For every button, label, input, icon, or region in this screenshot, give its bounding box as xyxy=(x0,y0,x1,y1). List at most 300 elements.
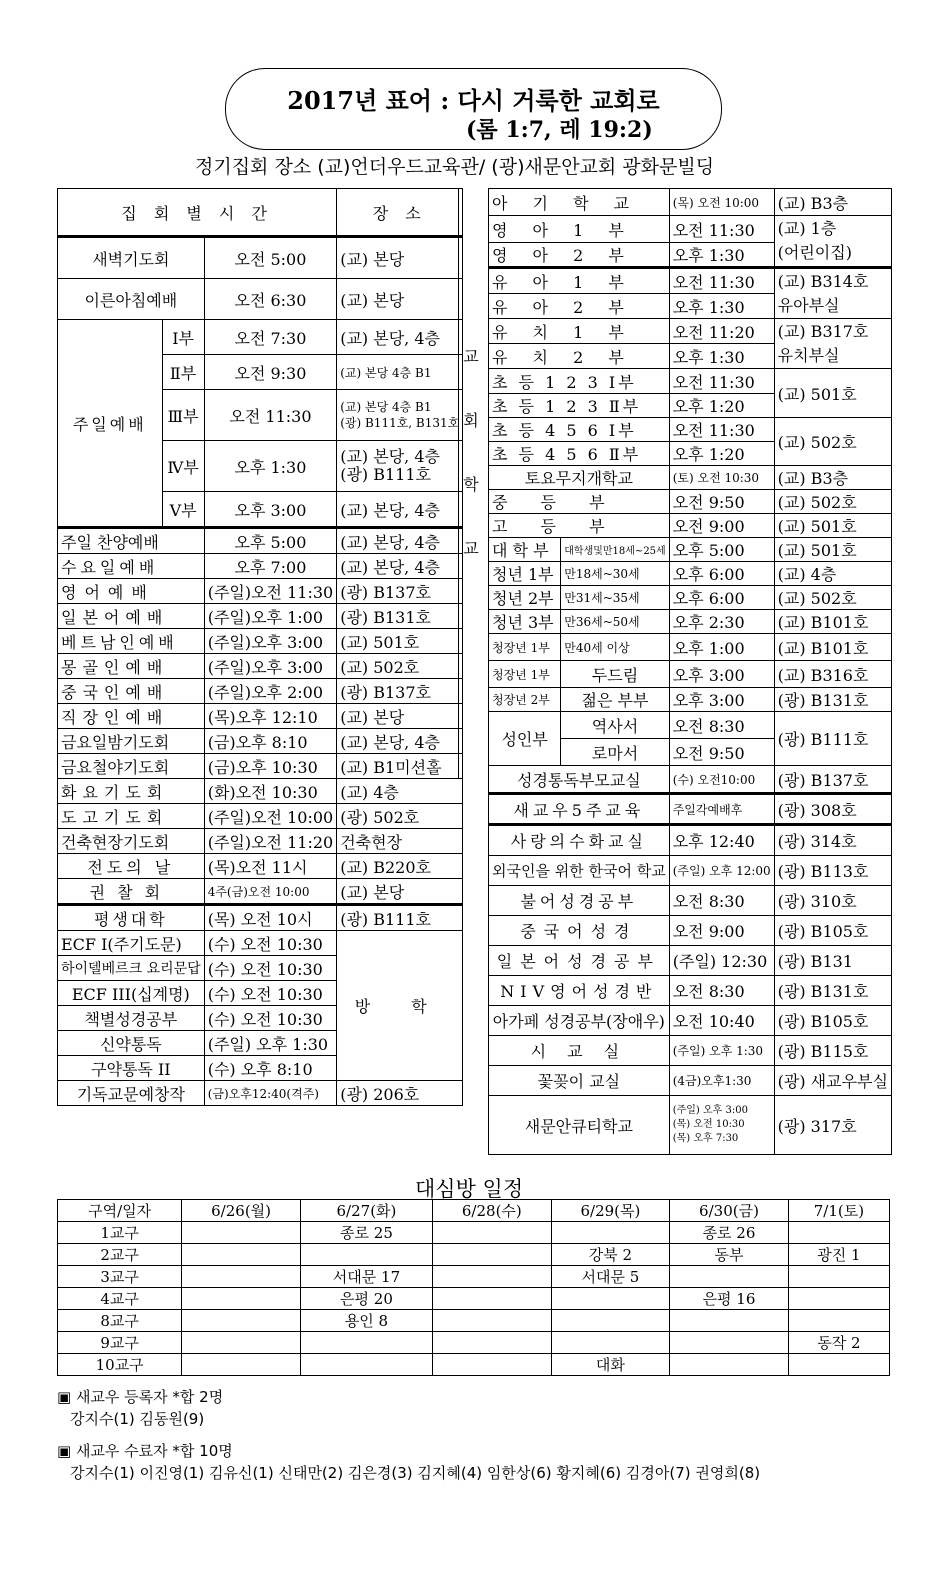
row-time: 오전 9:50 xyxy=(669,739,774,766)
row-time: 오후 1:30 xyxy=(669,294,774,319)
cell xyxy=(788,1222,889,1244)
row-time: (주일)오후 1:00 xyxy=(204,604,337,629)
row-time: 오전 7:30 xyxy=(204,320,337,355)
table-header-row xyxy=(58,189,463,237)
header-time: 집 회 별 시 간 xyxy=(58,189,337,237)
row-name: 영 아 1 부 xyxy=(489,216,670,243)
cell: 종로 25 xyxy=(300,1222,432,1244)
row-name: 영어예배 xyxy=(58,579,205,604)
row-time: 오후 1:20 xyxy=(669,442,774,466)
table-row xyxy=(489,466,892,490)
row-time: (수) 오전10:00 xyxy=(669,766,774,794)
row-time: 오전 8:30 xyxy=(669,712,774,739)
cell: 동작 2 xyxy=(788,1332,889,1354)
row-time: (목)오전 11시 xyxy=(204,854,337,879)
table-row xyxy=(58,1266,890,1288)
table-row xyxy=(58,579,463,604)
table-row xyxy=(58,279,463,320)
col-header: 6/30(금) xyxy=(670,1200,789,1222)
row-name: 토요무지개학교 xyxy=(489,466,670,490)
row-time: (주일) 오후 1:30 xyxy=(669,1036,774,1066)
row-time: (토) 오전 10:30 xyxy=(669,466,774,490)
cell xyxy=(433,1288,552,1310)
row-time: 오전 8:30 xyxy=(669,976,774,1006)
row-place: 건축현장 xyxy=(337,829,463,854)
col-header: 6/29(목) xyxy=(551,1200,670,1222)
cell xyxy=(433,1266,552,1288)
row-name: 건축현장기도회 xyxy=(58,829,205,854)
row-name: 유 아 1 부 xyxy=(489,268,670,294)
cell xyxy=(551,1310,670,1332)
row-name: 청년 3부 xyxy=(489,610,561,634)
table-row xyxy=(489,268,892,294)
cell: 서대문 5 xyxy=(551,1266,670,1288)
motto-line1: 2017년 표어 : 다시 거룩한 교회로 xyxy=(287,86,660,115)
row-age: 만31세~35세 xyxy=(561,586,669,610)
row-time: 오후 2:30 xyxy=(669,610,774,634)
sunday-label: 주일예배 xyxy=(58,320,163,528)
row-time: 오전 11:30 xyxy=(669,369,774,394)
row-place: (교) 본당 xyxy=(337,237,463,279)
row-time: (4금)오후1:30 xyxy=(669,1066,774,1096)
row-name: 신약통독 xyxy=(58,1031,205,1056)
new-member-list: 강지수(1) 김동원(9) xyxy=(70,1410,205,1428)
row-place: (교) B3층 xyxy=(774,189,891,216)
table-row xyxy=(489,586,892,610)
cell xyxy=(433,1222,552,1244)
cell xyxy=(788,1310,889,1332)
row-name: 전도의 날 xyxy=(58,854,205,879)
row-time: (목) 오전 10시 xyxy=(204,905,337,931)
row-time: (목) 오전 10:30 xyxy=(672,1119,745,1130)
table-row xyxy=(58,1332,890,1354)
cell: 광진 1 xyxy=(788,1244,889,1266)
table-row xyxy=(489,1036,892,1066)
row-name: 유 치 2 부 xyxy=(489,344,670,369)
cell: 1교구 xyxy=(58,1222,182,1244)
row-time: (수) 오후 8:10 xyxy=(204,1056,337,1081)
row-name: 초 등 4 5 6 Ⅰ부 xyxy=(489,418,670,442)
cell: 서대문 17 xyxy=(300,1266,432,1288)
row-place: (광) B131호 xyxy=(774,976,891,1006)
table-row xyxy=(58,1244,890,1266)
cell xyxy=(788,1266,889,1288)
table-row xyxy=(58,829,463,854)
table-row xyxy=(58,237,463,279)
row-time: 오전 9:00 xyxy=(669,916,774,946)
table-row xyxy=(58,554,463,579)
col-header: 6/26(월) xyxy=(182,1200,301,1222)
row-place: (교) 501호 xyxy=(774,514,891,538)
row-time: (금)오후 8:10 xyxy=(204,729,337,754)
row-name: ECF Ⅰ(주기도문) xyxy=(58,931,205,956)
row-time: 오후 5:00 xyxy=(204,528,337,554)
row-part: Ⅴ부 xyxy=(162,492,204,528)
row-place-2: (어린이집) xyxy=(777,243,852,262)
vacation-label: 방 학 xyxy=(337,931,463,1081)
row-place: (교) 본당, 4층 xyxy=(337,554,463,579)
cell: 은평 20 xyxy=(300,1288,432,1310)
row-name: 주일 찬양예배 xyxy=(58,528,205,554)
row-time: (주일) 12:30 xyxy=(669,946,774,976)
row-name: 초 등 1 2 3 Ⅱ부 xyxy=(489,394,670,418)
col-header: 7/1(토) xyxy=(788,1200,889,1222)
row-place: (교) 501호 xyxy=(774,538,891,562)
cell xyxy=(182,1244,301,1266)
row-place: (교) B101호 xyxy=(774,610,891,634)
label-char: 교 xyxy=(463,347,479,366)
row-time: (주일)오후 3:00 xyxy=(204,629,337,654)
cell: 2교구 xyxy=(58,1244,182,1266)
row-time: (목) 오전 10:00 xyxy=(669,189,774,216)
row-place: (광) B131호 xyxy=(337,604,463,629)
table-row xyxy=(58,1288,890,1310)
cell: 8교구 xyxy=(58,1310,182,1332)
table-row xyxy=(58,905,463,931)
row-place-2: (광) B111호 xyxy=(340,465,431,484)
row-place: (교) 본당 xyxy=(337,704,463,729)
row-time: 오전 5:00 xyxy=(204,237,337,279)
motto-banner xyxy=(225,68,722,150)
row-place: (교) 1층 xyxy=(777,219,837,238)
table-row xyxy=(489,562,892,586)
table-row xyxy=(489,825,892,856)
table-row xyxy=(489,856,892,886)
table-row xyxy=(489,661,892,688)
row-place: (광) B131 xyxy=(774,946,891,976)
row-place: (광) 206호 xyxy=(337,1081,463,1106)
row-place: (교) 본당 4층 B1 xyxy=(340,400,432,414)
row-name: NIV영어성경반 xyxy=(489,976,670,1006)
table-row xyxy=(58,654,463,679)
row-time: 오후 1:00 xyxy=(669,634,774,661)
row-part: Ⅳ부 xyxy=(162,441,204,492)
row-name: 구약통독 II xyxy=(58,1056,205,1081)
cell: 종로 26 xyxy=(670,1222,789,1244)
row-age: 젊은 부부 xyxy=(561,688,669,712)
cell xyxy=(300,1244,432,1266)
row-place: (교) 본당 xyxy=(337,279,463,320)
row-place: (교) 501호 xyxy=(337,629,463,654)
row-time: 오전 11:30 xyxy=(669,418,774,442)
table-row xyxy=(489,1096,892,1155)
row-place: (광) B137호 xyxy=(337,579,463,604)
label-char: 회 xyxy=(463,411,479,430)
cell xyxy=(433,1332,552,1354)
table-row xyxy=(58,704,463,729)
table-row xyxy=(58,528,463,554)
label-char: 학 xyxy=(463,475,479,494)
table-row xyxy=(58,1081,463,1106)
cell: 대화 xyxy=(551,1354,670,1376)
row-place: (광) B111호 xyxy=(774,712,891,766)
row-name: ECF III(십계명) xyxy=(58,981,205,1006)
row-place: (교) 502호 xyxy=(337,654,463,679)
row-time: (수) 오전 10:30 xyxy=(204,956,337,981)
table-row xyxy=(489,1006,892,1036)
label-char: 교 xyxy=(463,539,479,558)
row-time: (금)오후 10:30 xyxy=(204,754,337,779)
cell xyxy=(670,1332,789,1354)
table-row xyxy=(489,634,892,661)
cell xyxy=(433,1354,552,1376)
row-time: (주일) 오후 1:30 xyxy=(204,1031,337,1056)
row-name: 직장인예배 xyxy=(58,704,205,729)
table-row xyxy=(489,766,892,794)
cell xyxy=(433,1244,552,1266)
row-place: (광) B137호 xyxy=(337,679,463,704)
row-sub: 역사서 xyxy=(561,712,669,739)
row-place: (광) B105호 xyxy=(774,1006,891,1036)
row-place: (광) 새교우부실 xyxy=(774,1066,891,1096)
row-name: 권찰회 xyxy=(58,879,205,905)
row-place: (교) 502호 xyxy=(774,418,891,466)
cell xyxy=(182,1222,301,1244)
header-place: 장 소 xyxy=(337,189,463,237)
right-schedule-table xyxy=(488,188,892,1155)
table-row xyxy=(489,319,892,344)
row-name: 불어성경공부 xyxy=(489,886,670,916)
row-time: 오후 7:00 xyxy=(204,554,337,579)
table-row xyxy=(489,794,892,825)
row-place: (광) 314호 xyxy=(774,825,891,856)
row-place: (광) B113호 xyxy=(774,856,891,886)
row-time: 오전 11:30 xyxy=(669,216,774,243)
row-age: 만18세~30세 xyxy=(561,562,669,586)
row-name: 이른아침예배 xyxy=(58,279,205,320)
row-place: (광) B115호 xyxy=(774,1036,891,1066)
cell xyxy=(182,1266,301,1288)
col-header: 구역/일자 xyxy=(58,1200,182,1222)
table-row xyxy=(489,514,892,538)
row-time: 오후 1:30 xyxy=(669,344,774,369)
table-row xyxy=(58,604,463,629)
row-place-2: 유아부실 xyxy=(777,295,840,315)
row-time: (주일) 오후 12:00 xyxy=(669,856,774,886)
row-time: (주일)오전 11:20 xyxy=(204,829,337,854)
row-time: 오후 1:30 xyxy=(669,243,774,268)
cell xyxy=(551,1288,670,1310)
table-row xyxy=(489,886,892,916)
row-time: 오전 11:30 xyxy=(669,268,774,294)
row-name: 영 아 2 부 xyxy=(489,243,670,268)
graduate-list: 강지수(1) 이진영(1) 김유신(1) 신태만(2) 김은경(3) 김지혜(4) 임한상(6) 황지혜(6) 김경아(7) 권영희(8) xyxy=(70,1464,761,1482)
row-time: 오후 1:30 xyxy=(204,441,337,492)
row-place: (교) 502호 xyxy=(774,490,891,514)
row-time: 4주(금)오전 10:00 xyxy=(204,879,337,905)
row-place: (교) B3층 xyxy=(774,466,891,490)
row-time: (수) 오전 10:30 xyxy=(204,981,337,1006)
row-place: (광) B137호 xyxy=(774,766,891,794)
row-age: 만40세 이상 xyxy=(561,634,669,661)
row-name: 하이델베르크 요리문답 xyxy=(58,956,205,981)
row-time: (화)오전 10:30 xyxy=(204,779,337,804)
row-time: 오전 11:30 xyxy=(204,390,337,441)
venue-caption: 정기집회 장소 (교)언더우드교육관/ (광)새문안교회 광화문빌딩 xyxy=(195,156,715,178)
table-row xyxy=(58,679,463,704)
row-time: (수) 오전 10:30 xyxy=(204,1006,337,1031)
row-name: 청장년 1부 xyxy=(489,661,561,688)
table-row xyxy=(489,610,892,634)
table-row xyxy=(58,779,463,804)
table-row xyxy=(489,189,892,216)
row-name: 사랑의수화교실 xyxy=(489,825,670,856)
row-name: 시 교 실 xyxy=(489,1036,670,1066)
row-name: 일본어예배 xyxy=(58,604,205,629)
row-time: 오전 9:30 xyxy=(204,355,337,390)
cell: 은평 16 xyxy=(670,1288,789,1310)
row-name: 아가페 성경공부(장애우) xyxy=(489,1006,670,1036)
table-row xyxy=(58,879,463,905)
table-row xyxy=(489,688,892,712)
row-time: 오후 5:00 xyxy=(669,538,774,562)
row-name: 새벽기도회 xyxy=(58,237,205,279)
table-header-row xyxy=(58,1200,890,1222)
row-time: (주일)오후 2:00 xyxy=(204,679,337,704)
table-row xyxy=(58,804,463,829)
row-name: 일본어성경공부 xyxy=(489,946,670,976)
table-row xyxy=(489,418,892,442)
row-time: 오전 6:30 xyxy=(204,279,337,320)
row-time: (목)오후 12:10 xyxy=(204,704,337,729)
cell xyxy=(788,1288,889,1310)
row-place: (교) 4층 xyxy=(774,562,891,586)
row-name: 중국어성경 xyxy=(489,916,670,946)
cell: 3교구 xyxy=(58,1266,182,1288)
row-name: 새문안큐티학교 xyxy=(489,1096,670,1155)
row-place: (교) 본당, 4층 xyxy=(337,492,463,528)
cell xyxy=(182,1310,301,1332)
row-part: Ⅲ부 xyxy=(162,390,204,441)
row-time: 오전 10:40 xyxy=(669,1006,774,1036)
cell: 동부 xyxy=(670,1244,789,1266)
col-header: 6/27(화) xyxy=(300,1200,432,1222)
row-name: 초 등 1 2 3 Ⅰ부 xyxy=(489,369,670,394)
cell: 9교구 xyxy=(58,1332,182,1354)
row-place: (교) 본당 xyxy=(337,879,463,905)
row-place: (교) 501호 xyxy=(774,369,891,418)
row-name: 초 등 4 5 6 Ⅱ부 xyxy=(489,442,670,466)
visit-title: 대심방 일정 xyxy=(415,1177,524,1201)
row-name: 화요기도회 xyxy=(58,779,205,804)
row-sub: 로마서 xyxy=(561,739,669,766)
row-name: 청장년 2부 xyxy=(489,688,561,712)
row-time: 오후 12:40 xyxy=(669,825,774,856)
table-row xyxy=(489,369,892,394)
cell xyxy=(551,1332,670,1354)
cell: 4교구 xyxy=(58,1288,182,1310)
new-member-heading: ▣ 새교우 등록자 *합 2명 xyxy=(57,1388,224,1406)
row-age: 대학생및만18세~25세 xyxy=(561,538,669,562)
table-row xyxy=(58,629,463,654)
row-name: 고 등 부 xyxy=(489,514,670,538)
row-name: 청장년 1부 xyxy=(489,634,561,661)
row-age: 만36세~50세 xyxy=(561,610,669,634)
row-name: 베트남인예배 xyxy=(58,629,205,654)
row-name: 청년 2부 xyxy=(489,586,561,610)
row-name: 몽골인예배 xyxy=(58,654,205,679)
row-place-2: (광) B111호, B131호 xyxy=(340,416,460,430)
cell xyxy=(300,1354,432,1376)
table-row xyxy=(489,946,892,976)
cell: 용인 8 xyxy=(300,1310,432,1332)
row-name: 중 등 부 xyxy=(489,490,670,514)
table-row xyxy=(58,320,463,355)
row-time: 오후 3:00 xyxy=(669,688,774,712)
cell xyxy=(433,1310,552,1332)
table-row xyxy=(58,754,463,779)
row-place: (교) 4층 xyxy=(337,779,463,804)
row-name: 아 기 학 교 xyxy=(489,189,670,216)
row-time: (주일) 오후 3:00 xyxy=(672,1105,748,1116)
row-place: (광) 308호 xyxy=(774,794,891,825)
row-time: 오후 3:00 xyxy=(204,492,337,528)
cell xyxy=(670,1354,789,1376)
table-row xyxy=(489,712,892,739)
cell xyxy=(182,1354,301,1376)
row-time: (주일)오후 3:00 xyxy=(204,654,337,679)
row-place: (광) B105호 xyxy=(774,916,891,946)
row-name: 외국인을 위한 한국어 학교 xyxy=(489,856,670,886)
row-name: 금요철야기도회 xyxy=(58,754,205,779)
row-place-2: 유치부실 xyxy=(777,345,840,365)
row-name: 대 학 부 xyxy=(489,538,561,562)
cell xyxy=(788,1354,889,1376)
row-time: (목) 오후 7:30 xyxy=(672,1133,739,1144)
row-time: (수) 오전 10:30 xyxy=(204,931,337,956)
row-place: (교) 본당, 4층 xyxy=(337,320,463,355)
table-row xyxy=(58,854,463,879)
row-time: (금)오후12:40(격주) xyxy=(204,1081,337,1106)
table-row xyxy=(58,729,463,754)
row-time: 주일각예배후 xyxy=(669,794,774,825)
table-row xyxy=(489,1066,892,1096)
row-time: 오후 3:00 xyxy=(669,661,774,688)
row-time: 오전 9:00 xyxy=(669,514,774,538)
row-place: (광) 317호 xyxy=(774,1096,891,1155)
graduate-heading: ▣ 새교우 수료자 *합 10명 xyxy=(57,1442,233,1460)
row-name: 새교우5주교육 xyxy=(489,794,670,825)
row-place: (교) B314호 xyxy=(777,271,869,291)
cell xyxy=(300,1332,432,1354)
table-row xyxy=(489,216,892,243)
table-row xyxy=(58,1310,890,1332)
row-name: 유 아 2 부 xyxy=(489,294,670,319)
row-part: Ⅱ부 xyxy=(162,355,204,390)
row-place: (교) 본당, 4층 xyxy=(337,729,463,754)
cell xyxy=(182,1288,301,1310)
row-place: (교) B316호 xyxy=(774,661,891,688)
row-name: 평생대학 xyxy=(58,905,205,931)
row-name: 도고기도회 xyxy=(58,804,205,829)
row-place: (교) 502호 xyxy=(774,586,891,610)
left-schedule-table xyxy=(57,188,463,1106)
col-header: 6/28(수) xyxy=(433,1200,552,1222)
row-time: (주일)오전 11:30 xyxy=(204,579,337,604)
row-place: (교) B220호 xyxy=(337,854,463,879)
row-name: 꽃꽂이 교실 xyxy=(489,1066,670,1096)
row-name: 수요일예배 xyxy=(58,554,205,579)
row-place: (광) 502호 xyxy=(337,804,463,829)
table-row xyxy=(489,490,892,514)
row-name: 성인부 xyxy=(489,712,561,766)
row-name: 책별성경공부 xyxy=(58,1006,205,1031)
row-place: (교) B317호 xyxy=(777,321,869,341)
row-place: (교) B101호 xyxy=(774,634,891,661)
cell xyxy=(551,1222,670,1244)
row-place: (광) B131호 xyxy=(774,688,891,712)
table-row xyxy=(58,1354,890,1376)
